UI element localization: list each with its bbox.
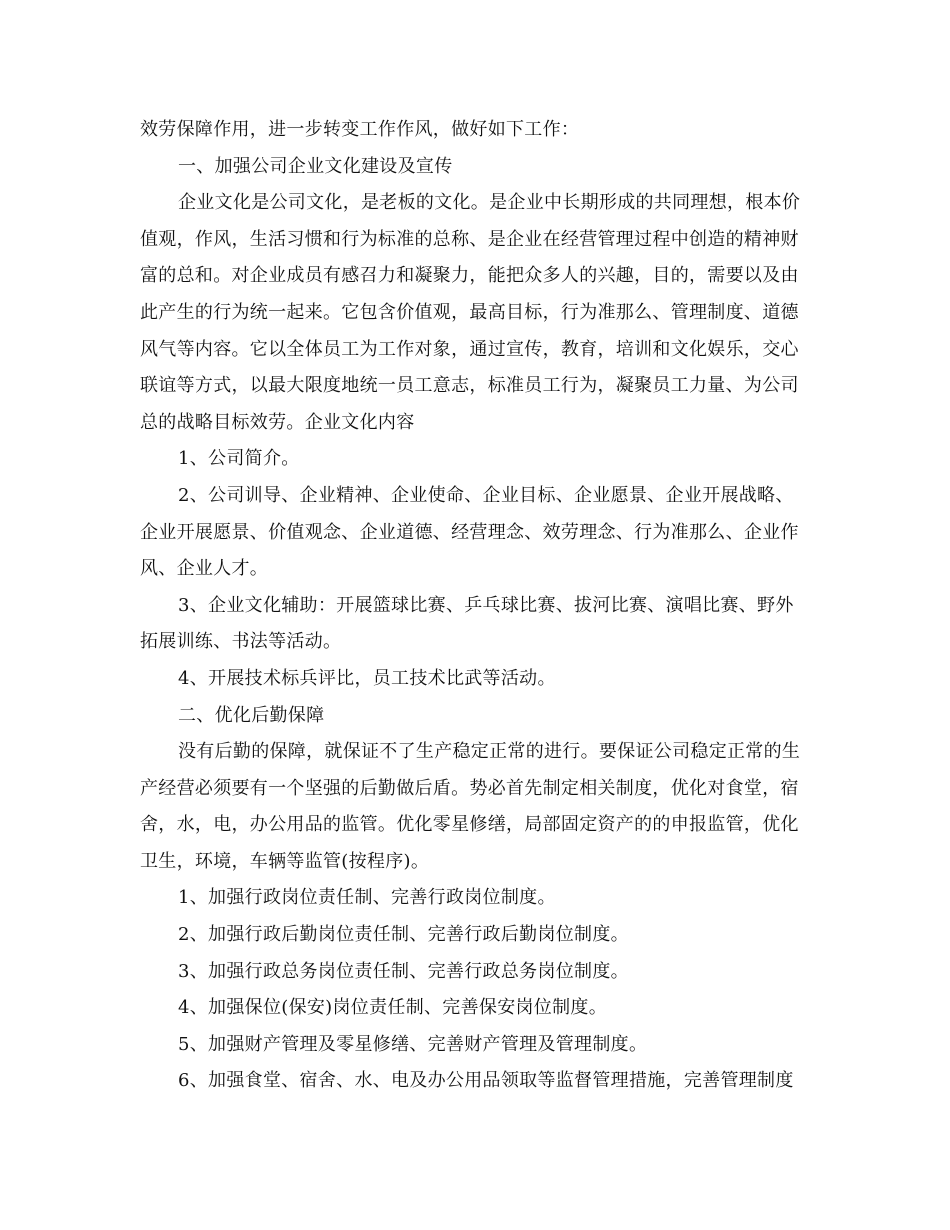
text-line: 富的总和。对企业成员有感召力和凝聚力，能把众多人的兴趣，目的，需要以及由: [140, 265, 799, 287]
list-item: 5、加强财产管理及零星修缮、完善财产管理及管理制度。: [178, 1033, 648, 1055]
document-body: [140, 112, 812, 1100]
text-line: 值观，作风，生活习惯和行为标准的总称、是企业在经营管理过程中创造的精神财: [140, 228, 799, 250]
list-item: 3、加强行政总务岗位责任制、完善行政总务岗位制度。: [178, 960, 629, 982]
text-line: 风、企业人才。: [140, 558, 269, 580]
list-item: 1、加强行政岗位责任制、完善行政岗位制度。: [178, 887, 556, 909]
list-item: 1、公司简介。: [178, 448, 300, 470]
list-item: 4、加强保位(保安)岗位责任制、完善保安岗位制度。: [178, 997, 607, 1019]
text-line: 联谊等方式，以最大限度地统一员工意志，标准员工行为，凝聚员工力量、为公司: [140, 375, 799, 397]
text-line: 没有后勤的保障，就保证不了生产稳定正常的进行。要保证公司稳定正常的生: [178, 741, 801, 763]
list-item: 3、企业文化辅助：开展篮球比赛、乒乓球比赛、拔河比赛、演唱比赛、野外: [178, 594, 794, 616]
text-line: 卫生，环境，车辆等监管(按程序)。: [140, 850, 430, 872]
text-line: 舍，水，电，办公用品的监管。优化零星修缮，局部固定资产的的申报监管，优化: [140, 814, 799, 836]
text-line: 拓展训练、书法等活动。: [140, 631, 342, 653]
text-line: 企业开展愿景、价值观念、企业道德、经营理念、效劳理念、行为准那么、企业作: [140, 521, 799, 543]
section-heading: 一、加强公司企业文化建设及宣传: [178, 155, 453, 177]
text-line: 此产生的行为统一起来。它包含价值观，最高目标，行为准那么、管理制度、道德: [140, 301, 799, 323]
text-line: 效劳保障作用，进一步转变工作作风，做好如下工作：: [140, 119, 580, 140]
text-line: 总的战略目标效劳。企业文化内容: [140, 411, 415, 433]
list-item: 2、公司训导、企业精神、企业使命、企业目标、企业愿景、企业开展战略、: [178, 484, 794, 506]
section-heading: 二、优化后勤保障: [178, 704, 325, 726]
list-item: 6、加强食堂、宿舍、水、电及办公用品领取等监督管理措施，完善管理制度: [178, 1070, 794, 1092]
document-page: [140, 112, 812, 1100]
list-item: 2、加强行政后勤岗位责任制、完善行政后勤岗位制度。: [178, 924, 629, 946]
text-line: 产经营必须要有一个坚强的后勤做后盾。势必首先制定相关制度，优化对食堂，宿: [140, 777, 799, 799]
text-line: 风气等内容。它以全体员工为工作对象，通过宣传，教育，培训和文化娱乐，交心: [140, 338, 799, 360]
text-line: 企业文化是公司文化，是老板的文化。是企业中长期形成的共同理想，根本价: [178, 192, 801, 214]
list-item: 4、开展技术标兵评比，员工技术比武等活动。: [178, 667, 556, 689]
